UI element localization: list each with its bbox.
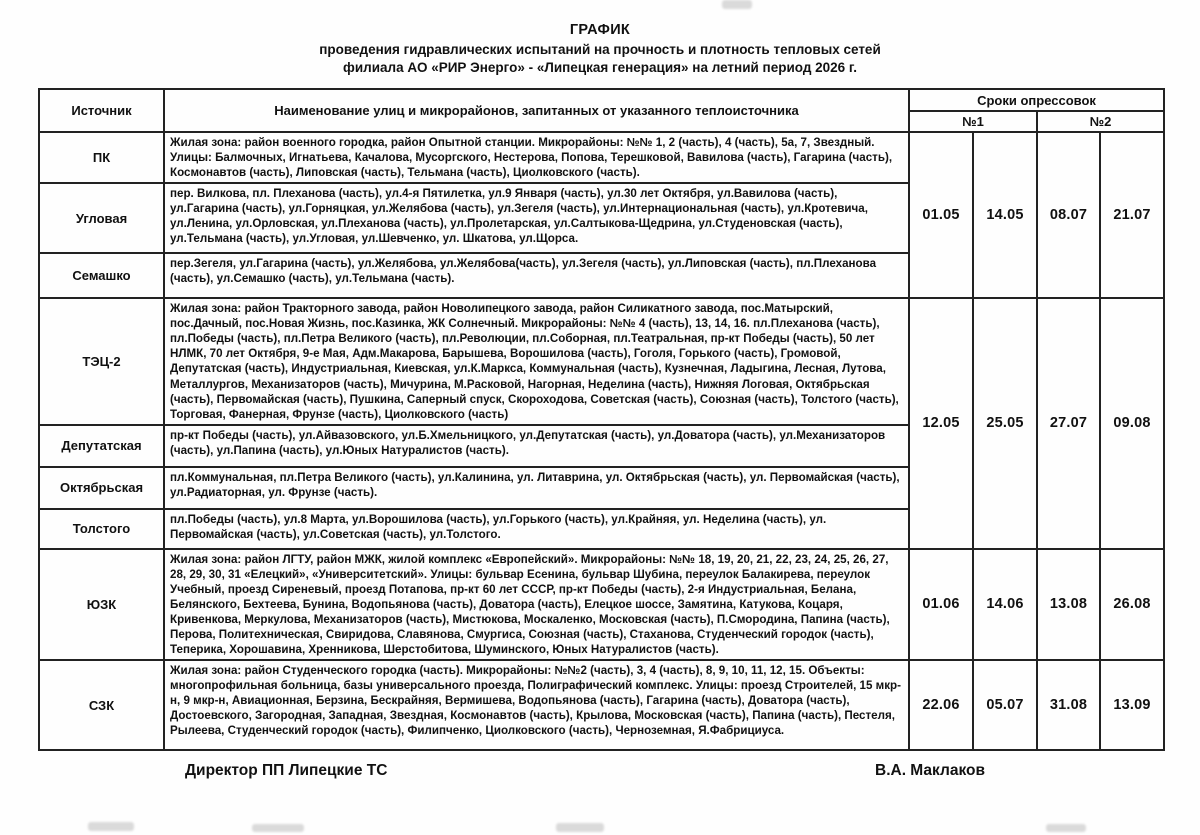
source-cell: Толстого xyxy=(39,509,164,549)
signature-position: Директор ПП Липецкие ТС xyxy=(185,762,388,779)
streets-cell: Жилая зона: район военного городка, район Опытной станции. Микрорайоны: №№ 1, 2 (часть), 4 (часть), 5а, 7, Звездный. Улицы: Балмочных, Игнатьева, Качалова, Мусоргского, Нестерова, Попова, Терешковой, Вавилова (часть), Гагарина (часть), Космонавтов (часть), Липовская (часть), Тельмана (часть), Циолковского (часть). xyxy=(164,132,909,183)
header-row-1 xyxy=(39,89,1164,111)
scan-artifact xyxy=(556,823,604,832)
scan-artifact xyxy=(252,824,304,832)
source-cell: Семашко xyxy=(39,253,164,298)
date-cell: 08.07 xyxy=(1037,132,1100,298)
streets-cell: пер. Вилкова, пл. Плеханова (часть), ул.4-я Пятилетка, ул.9 Января (часть), ул.30 лет Октября, ул.Вавилова (часть), ул.Гагарина (часть), ул.Горняцкая, ул.Желябова (часть), ул.Зегеля (часть), ул.Интернациональная (часть), ул.Кротевича, ул.Ленина, ул.Орловская, ул.Плеханова (часть), ул.Пролетарская, ул.Салтыкова-Щедрина, ул.Студеновская (часть), ул.Тельмана (часть), ул.Угловая, ул.Шевченко, ул. Шкатова, ул.Щорса. xyxy=(164,183,909,253)
column-header-test-1: №1 xyxy=(909,111,1037,132)
table-row xyxy=(39,660,1164,750)
column-header-source: Источник xyxy=(39,89,164,132)
scan-artifact xyxy=(88,822,134,831)
pressure-test-schedule-table xyxy=(38,88,1165,751)
date-cell: 05.07 xyxy=(973,660,1037,750)
document-subtitle-line1: проведения гидравлических испытаний на прочность и плотность тепловых сетей xyxy=(319,41,881,57)
source-cell: Октябрьская xyxy=(39,467,164,509)
scan-artifact xyxy=(722,0,752,9)
signature-name: В.А. Маклаков xyxy=(875,762,985,779)
date-cell: 27.07 xyxy=(1037,298,1100,549)
date-cell: 14.06 xyxy=(973,549,1037,660)
scan-artifact xyxy=(1046,824,1086,832)
streets-cell: Жилая зона: район Студенческого городка (часть). Микрорайоны: №№2 (часть), 3, 4 (часть), 8, 9, 10, 11, 12, 15. Объекты: многопрофильная больница, базы универсального проезда, Полиграфический комплекс. Улицы: проезд Строителей, 15 мкр-н, 9 мкр-н, Авиационная, Берзина, Бескрайняя, Вермишева, Водопьянова (часть), Гагарина (часть), Доватора (часть), Достоевского, Загородная, Западная, Звездная, Космонавтов (часть), Крылова, Московская (часть), Папина (часть), Пестеля, Рылеева, Студенческий городок (часть), Филипченко, Циолковского (часть), Черноземная, Я.Фабрициуса. xyxy=(164,660,909,750)
date-cell: 14.05 xyxy=(973,132,1037,298)
table-row xyxy=(39,549,1164,660)
signature-line xyxy=(0,762,1200,780)
column-header-test-2: №2 xyxy=(1037,111,1164,132)
streets-cell: пл.Коммунальная, пл.Петра Великого (часть), ул.Калинина, ул. Литаврина, ул. Октябрьская (часть), ул. Первомайская (часть), ул.Радиаторная, ул. Фрунзе (часть). xyxy=(164,467,909,509)
document-title-block xyxy=(0,0,1200,77)
streets-cell: Жилая зона: район Тракторного завода, район Новолипецкого завода, район Силикатного завода, пос.Матырский, пос.Дачный, пос.Новая Жизнь, пос.Казинка, ЖК Солнечный. Микрорайоны: №№ 4 (часть), 13, 14, 16. пл.Плеханова (часть), пл.Победы (часть), пл.Петра Великого (часть), пл.Революции, пл.Соборная, пл.Театральная, пр-кт Победы (часть), 50 лет НЛМК, 70 лет Октября, 9-е Мая, Адм.Макарова, Барышева, Ворошилова (часть), Гоголя, Горького (часть), Громовой, Депутатская (часть), Индустриальная, Киевская, ул.К.Маркса, Коммунальная (часть), Кузнечная, Ладыгина, Лесная, Лутова, Металлургов, Механизаторов (часть), Мичурина, М.Расковой, Нагорная, Неделина (часть), Нижняя Логовая, Октябрьская (часть), Первомайская (часть), Пушкина, Саперный спуск, Скороходова, Советская (часть), Союзная (часть), Толстого (часть), Торговая, Фанерная, Фрунзе (часть), Циолковского (часть) xyxy=(164,298,909,425)
date-cell: 22.06 xyxy=(909,660,973,750)
date-cell: 21.07 xyxy=(1100,132,1164,298)
document-subtitle-line2: филиала АО «РИР Энерго» - «Липецкая генерация» на летний период 2026 г. xyxy=(343,59,857,75)
table-row xyxy=(39,298,1164,425)
source-cell: Угловая xyxy=(39,183,164,253)
streets-cell: пр-кт Победы (часть), ул.Айвазовского, ул.Б.Хмельницкого, ул.Депутатская (часть), ул.Доватора (часть), ул.Механизаторов (часть), ул.Папина (часть), ул.Юных Натуралистов (часть). xyxy=(164,425,909,467)
date-cell: 01.06 xyxy=(909,549,973,660)
date-cell: 01.05 xyxy=(909,132,973,298)
date-cell: 13.08 xyxy=(1037,549,1100,660)
date-cell: 12.05 xyxy=(909,298,973,549)
streets-cell: пл.Победы (часть), ул.8 Марта, ул.Ворошилова (часть), ул.Горького (часть), ул.Крайняя, ул. Неделина (часть), ул. Первомайская (часть), ул.Советская (часть), ул.Толстого. xyxy=(164,509,909,549)
streets-cell: пер.Зегеля, ул.Гагарина (часть), ул.Желябова, ул.Желябова(часть), ул.Зегеля (часть), ул.Липовская (часть), пл.Плеханова (часть), ул.Семашко (часть), ул.Тельмана (часть). xyxy=(164,253,909,298)
column-header-streets: Наименование улиц и микрорайонов, запитанных от указанного теплоисточника xyxy=(164,89,909,132)
date-cell: 13.09 xyxy=(1100,660,1164,750)
date-cell: 31.08 xyxy=(1037,660,1100,750)
date-cell: 09.08 xyxy=(1100,298,1164,549)
date-cell: 25.05 xyxy=(973,298,1037,549)
source-cell: ЮЗК xyxy=(39,549,164,660)
source-cell: СЗК xyxy=(39,660,164,750)
document-title: ГРАФИК xyxy=(569,22,631,38)
column-header-dates-group: Сроки опрессовок xyxy=(909,89,1164,111)
table-row xyxy=(39,132,1164,183)
source-cell: Депутатская xyxy=(39,425,164,467)
date-cell: 26.08 xyxy=(1100,549,1164,660)
source-cell: ТЭЦ-2 xyxy=(39,298,164,425)
source-cell: ПК xyxy=(39,132,164,183)
streets-cell: Жилая зона: район ЛГТУ, район МЖК, жилой комплекс «Европейский». Микрорайоны: №№ 18, 19, 20, 21, 22, 23, 24, 25, 26, 27, 28, 29, 30, 31 «Елецкий», «Университетский». Улицы: бульвар Есенина, бульвар Шубина, переулок Балакирева, переулок Учебный, проезд Сиреневый, проезд Потапова, пр-кт 60 лет СССР, пр-кт Победы (часть), 2-я Индустриальная, Белана, Белянского, Бехтеева, Бунина, Водопьянова (часть), Доватора (часть), Елецкое шоссе, Замятина, Катукова, Коцаря, Кривенкова, Меркулова, Механизаторов (часть), Мистюкова, Москаленко, Московская (часть), П.Смородина, Папина (часть), Перова, Политехническая, Свиридова, Славянова, Смургиса, Союзная (часть), Стаханова, Студенческий городок (часть), Теперика, Хорошавина, Хренникова, Шерстобитова, Шуминского, Юных Натуралистов (часть). xyxy=(164,549,909,660)
